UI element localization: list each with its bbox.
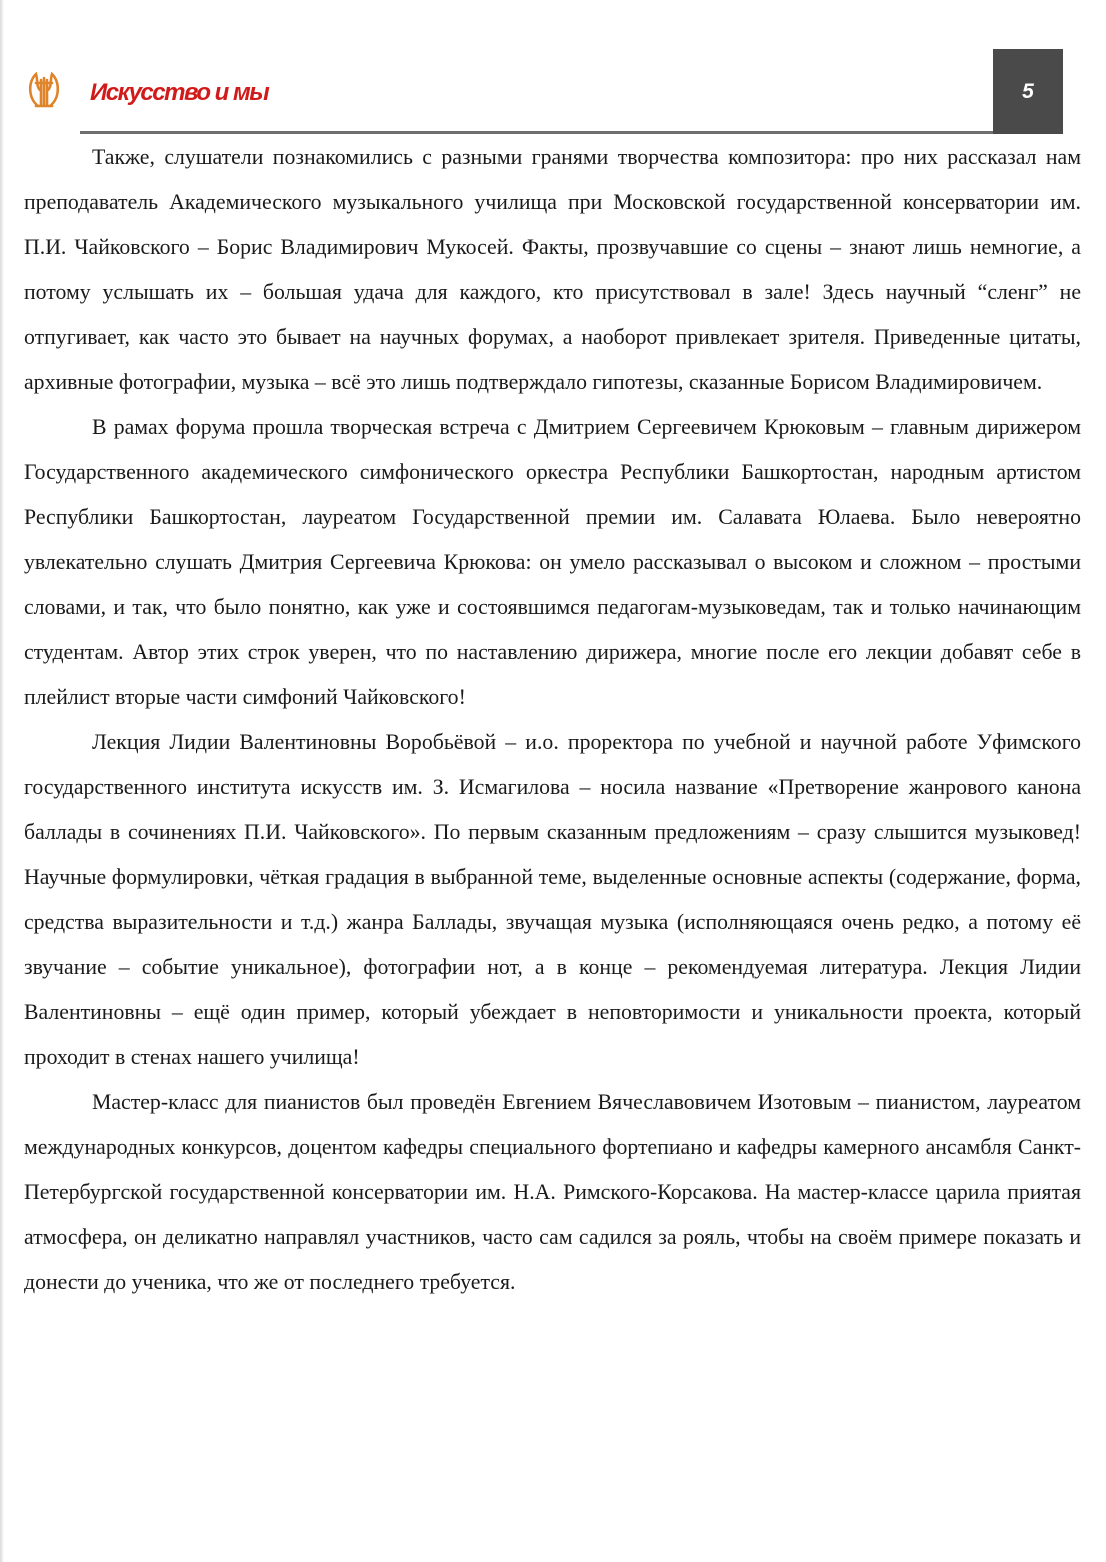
header-divider xyxy=(80,131,993,134)
page-number: 5 xyxy=(993,49,1063,134)
paragraph: Лекция Лидии Валентиновны Воробьёвой – и.о. проректора по учебной и научной работе Уфимского государственного института искусств им. З. Исмагилова – носила название «Претворение жанрового канона баллады в сочинениях П.И. Чайковского». По первым сказанным предложениям – сразу слышится музыковед! Научные формулировки, чёткая градация в выбранной теме, выделенные основные аспекты (содержание, форма, средства выразительности и т.д.) жанра Баллады, звучащая музыка (исполняющаяся очень редко, а потому её звучание – событие уникальное), фотографии нот, а в конце – рекомендуемая литература. Лекция Лидии Валентиновны – ещё один пример, который убеждает в неповторимости и уникальности проекта, который проходит в стенах нашего училища! xyxy=(24,730,1081,1069)
magazine-title: Искусство и мы xyxy=(90,79,269,106)
paragraph: В рамах форума прошла творческая встреча с Дмитрием Сергеевичем Крюковым – главным дирижером Государственного академического симфонического оркестра Республики Башкортостан, народным артистом Республики Башкортостан, лауреатом Государственной премии им. Салавата Юлаева. Было невероятно увлекательно слушать Дмитрия Сергеевича Крюкова: он умело рассказывал о высоком и сложном – простыми словами, и так, что было понятно, как уже и состоявшимся педагогам-музыковедам, так и только начинающим студентам. Автор этих строк уверен, что по наставлению дирижера, многие после его лекции добавят себе в плейлист вторые части симфоний Чайковского! xyxy=(24,415,1081,709)
article-body xyxy=(24,135,1081,1305)
paragraph: Также, слушатели познакомились с разными гранями творчества композитора: про них рассказал нам преподаватель Академического музыкального училища при Московской государственной консерватории им. П.И. Чайковского – Борис Владимирович Мукосей. Факты, прозвучавшие со сцены – знают лишь немногие, а потому услышать их – большая удача для каждого, кто присутствовал в зале! Здесь научный “сленг” не отпугивает, как часто это бывает на научных форумах, а наоборот привлекает зрителя. Приведенные цитаты, архивные фотографии, музыка – всё это лишь подтверждало гипотезы, сказанные Борисом Владимировичем. xyxy=(24,145,1081,394)
lyre-logo-icon xyxy=(24,68,64,112)
page-edge-shadow xyxy=(0,0,4,1562)
paragraph: Мастер-класс для пианистов был проведён Евгением Вячеславовичем Изотовым – пианистом, лауреатом международных конкурсов, доцентом кафедры специального фортепиано и кафедры камерного ансамбля Санкт-Петербургской государственной консерватории им. Н.А. Римского-Корсакова. На мастер-классе царила приятая атмосфера, он деликатно направлял участников, часто сам садился за рояль, чтобы на своём примере показать и донести до ученика, что же от последнего требуется. xyxy=(24,1090,1081,1294)
